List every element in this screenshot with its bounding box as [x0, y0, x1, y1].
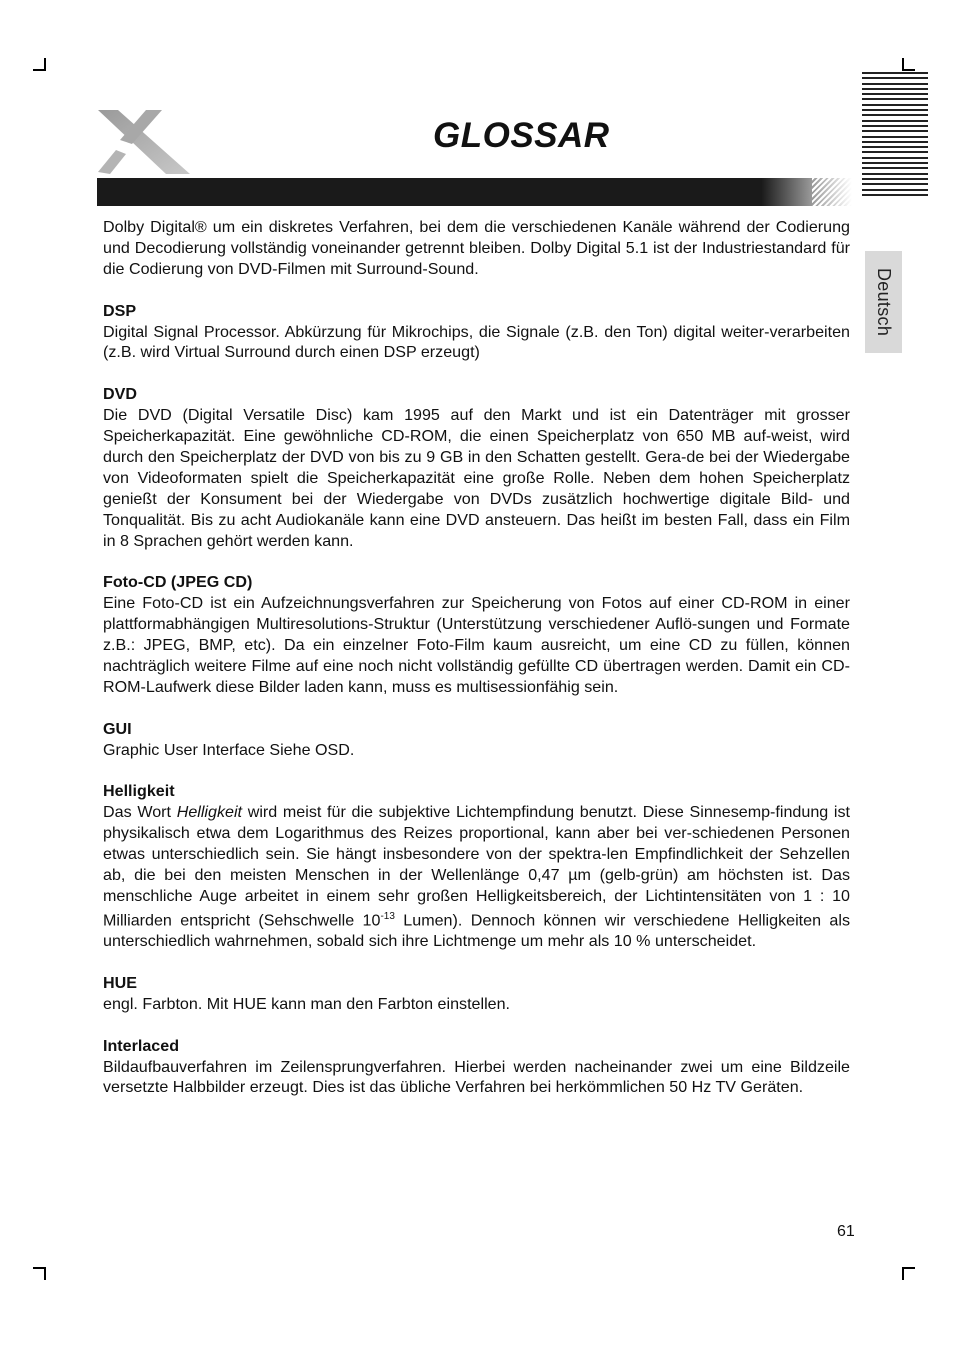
- glossary-definition: [103, 405, 850, 551]
- glossary-definition: [103, 1057, 850, 1099]
- definition-text: Dolby Digital® um ein diskretes Verfahren, bei dem die verschiedenen Kanäle während der Codierung und Decodierung vollständig voneinander getrennt bleiben. Dolby Digital 5.1 ist der Industriestandard für die Codierung von DVD-Filmen mit Surround-Sound.: [103, 218, 850, 278]
- header-bar-pattern: [812, 178, 852, 206]
- stripe-line: [862, 98, 928, 100]
- definition-text: Das Wort: [103, 803, 177, 822]
- stripe-line: [862, 151, 928, 153]
- glossary-term: HUE: [103, 973, 137, 992]
- language-tab: [865, 251, 902, 353]
- glossary-definition: [103, 994, 850, 1015]
- glossary-term: GUI: [103, 719, 132, 738]
- glossary-entry: [103, 781, 850, 952]
- glossary-term: Helligkeit: [103, 782, 175, 801]
- x-logo-icon: [96, 108, 192, 176]
- stripe-line: [862, 114, 928, 116]
- definition-text: Bildaufbauverfahren im Zeilensprungverfahren. Hierbei werden nacheinander zwei um eine Bildzeile versetzte Halbbilder erzeugt. Dies ist das übliche Verfahren bei herkömmlichen 50 Hz TV Geräten.: [103, 1057, 850, 1097]
- crop-mark-top-right-v: [902, 58, 904, 70]
- glossary-content: [103, 217, 850, 1119]
- glossary-entry: [103, 384, 850, 551]
- crop-mark-top-right-h: [902, 69, 915, 71]
- crop-mark-bottom-right-v: [902, 1267, 904, 1280]
- glossary-entry: [103, 217, 850, 280]
- definition-text: wird meist für die subjektive Lichtempfindung benutzt. Diese Sinnesemp-findung ist physikalisch etwa dem Logarithmus des Reizes proportional, kann aber bei ver-schiedenen Personen etwas unterschiedlich sein. Sie hängt insbesondere von der spektra-len Empfindlichkeit der Sehzellen ab, die bei den meisten Menschen in der Wellenlänge 0,47 µm (gelb-grün) am höchsten ist. Das menschliche Auge arbeitet in einem sehr großen Helligkeitsbereich, der Lichtintensitäten von 1 : 10 Milliarden entspricht (Sehschwelle 10: [103, 803, 851, 930]
- crop-mark-bottom-right-h: [902, 1267, 915, 1269]
- page-number: 61: [837, 1223, 855, 1240]
- stripe-line: [862, 189, 928, 191]
- glossary-entry: [103, 301, 850, 364]
- stripe-line: [862, 178, 928, 180]
- stripe-line: [862, 183, 928, 185]
- stripe-line: [862, 88, 928, 90]
- stripe-line: [862, 72, 928, 74]
- glossary-entry: [103, 719, 850, 761]
- stripe-line: [862, 109, 928, 111]
- glossary-definition: [103, 740, 850, 761]
- definition-text: Die DVD (Digital Versatile Disc) kam 1995 auf den Markt und ist ein Datenträger mit grosser Speicherkapazität. Eine gewöhnliche CD-ROM, die einen Speicherplatz von 650 MB auf-weist, wird durch den Speicherplatz der DVD von bis zu 9 GB in den Schatten gestellt. Gera-de bei der Wiedergabe von Videoformaten spielt die Speicherkapazität eine große Rolle. Neben dem hohen Speicherplatz genießt der Konsument bei der Wiedergabe von DVDs zusätzlich hochwertige digitale Bild- und Tonqualität. Bis zu acht Audiokanäle kann eine DVD ansteuern. Das heißt im besten Fall, dass ein Film in 8 Sprachen gehört werden kann.: [103, 406, 850, 550]
- glossary-definition: [103, 593, 850, 698]
- stripe-line: [862, 136, 928, 138]
- glossary-entry: [103, 973, 850, 1015]
- stripe-line: [862, 83, 928, 85]
- glossary-term: DSP: [103, 301, 137, 320]
- stripe-line: [862, 120, 928, 122]
- stripe-line: [862, 130, 928, 132]
- glossary-definition: [103, 322, 850, 364]
- stripe-line: [862, 194, 928, 196]
- stripe-line: [862, 125, 928, 127]
- definition-text: engl. Farbton. Mit HUE kann man den Farbton einstellen.: [103, 994, 511, 1013]
- definition-text: Lumen). Dennoch können wir verschiedene Helligkeiten als unterschiedlich wahrnehmen, sobald sich ihre Lichtmenge um mehr als 10 % unterscheidet.: [103, 911, 850, 951]
- glossary-entry: [103, 572, 850, 697]
- glossary-term: DVD: [103, 385, 137, 404]
- language-tab-label: Deutsch: [874, 267, 894, 337]
- definition-text: Eine Foto-CD ist ein Aufzeichnungsverfahren zur Speicherung von Fotos auf einer CD-ROM in einer plattformabhängigen Multiresolutions-Struktur (Unterstützung verschiedener Auflö-sungen und Formate z.B.: JPEG, BMP, etc). Da ein einzelner Foto-Film kaum ausreicht, um eine CD zu füllen, können nachträglich weitere Filme auf eine noch nicht vollständig gefüllte CD übertragen werden. Damit ein CD-ROM-Laufwerk diese Bilder laden kann, muss es multisessionfähig sein.: [103, 594, 850, 696]
- definition-text: -13: [380, 910, 395, 922]
- stripe-line: [862, 146, 928, 148]
- glossary-definition: [103, 217, 850, 280]
- stripe-line: [862, 167, 928, 169]
- glossary-term: Foto-CD (JPEG CD): [103, 573, 253, 592]
- definition-text: Graphic User Interface Siehe OSD.: [103, 740, 355, 759]
- stripe-line: [862, 173, 928, 175]
- glossary-definition: [103, 802, 850, 952]
- definition-text: Digital Signal Processor. Abkürzung für Mikrochips, die Signale (z.B. den Ton) digital weiter-verarbeiten (z.B. wird Virtual Surround durch einen DSP erzeugt): [103, 322, 850, 362]
- page-title: GLOSSAR: [433, 116, 610, 155]
- glossary-entry: [103, 1036, 850, 1099]
- stripe-line: [862, 157, 928, 159]
- stripe-line: [862, 141, 928, 143]
- crop-mark-bottom-left-v: [44, 1267, 46, 1280]
- stripe-line: [862, 104, 928, 106]
- stripe-line: [862, 162, 928, 164]
- decorative-stripes: [862, 72, 928, 200]
- header-bar: [97, 178, 852, 206]
- stripe-line: [862, 77, 928, 79]
- stripe-line: [862, 93, 928, 95]
- crop-mark-top-left-v: [44, 58, 46, 70]
- definition-text: Helligkeit: [176, 803, 242, 822]
- glossary-term: Interlaced: [103, 1036, 180, 1055]
